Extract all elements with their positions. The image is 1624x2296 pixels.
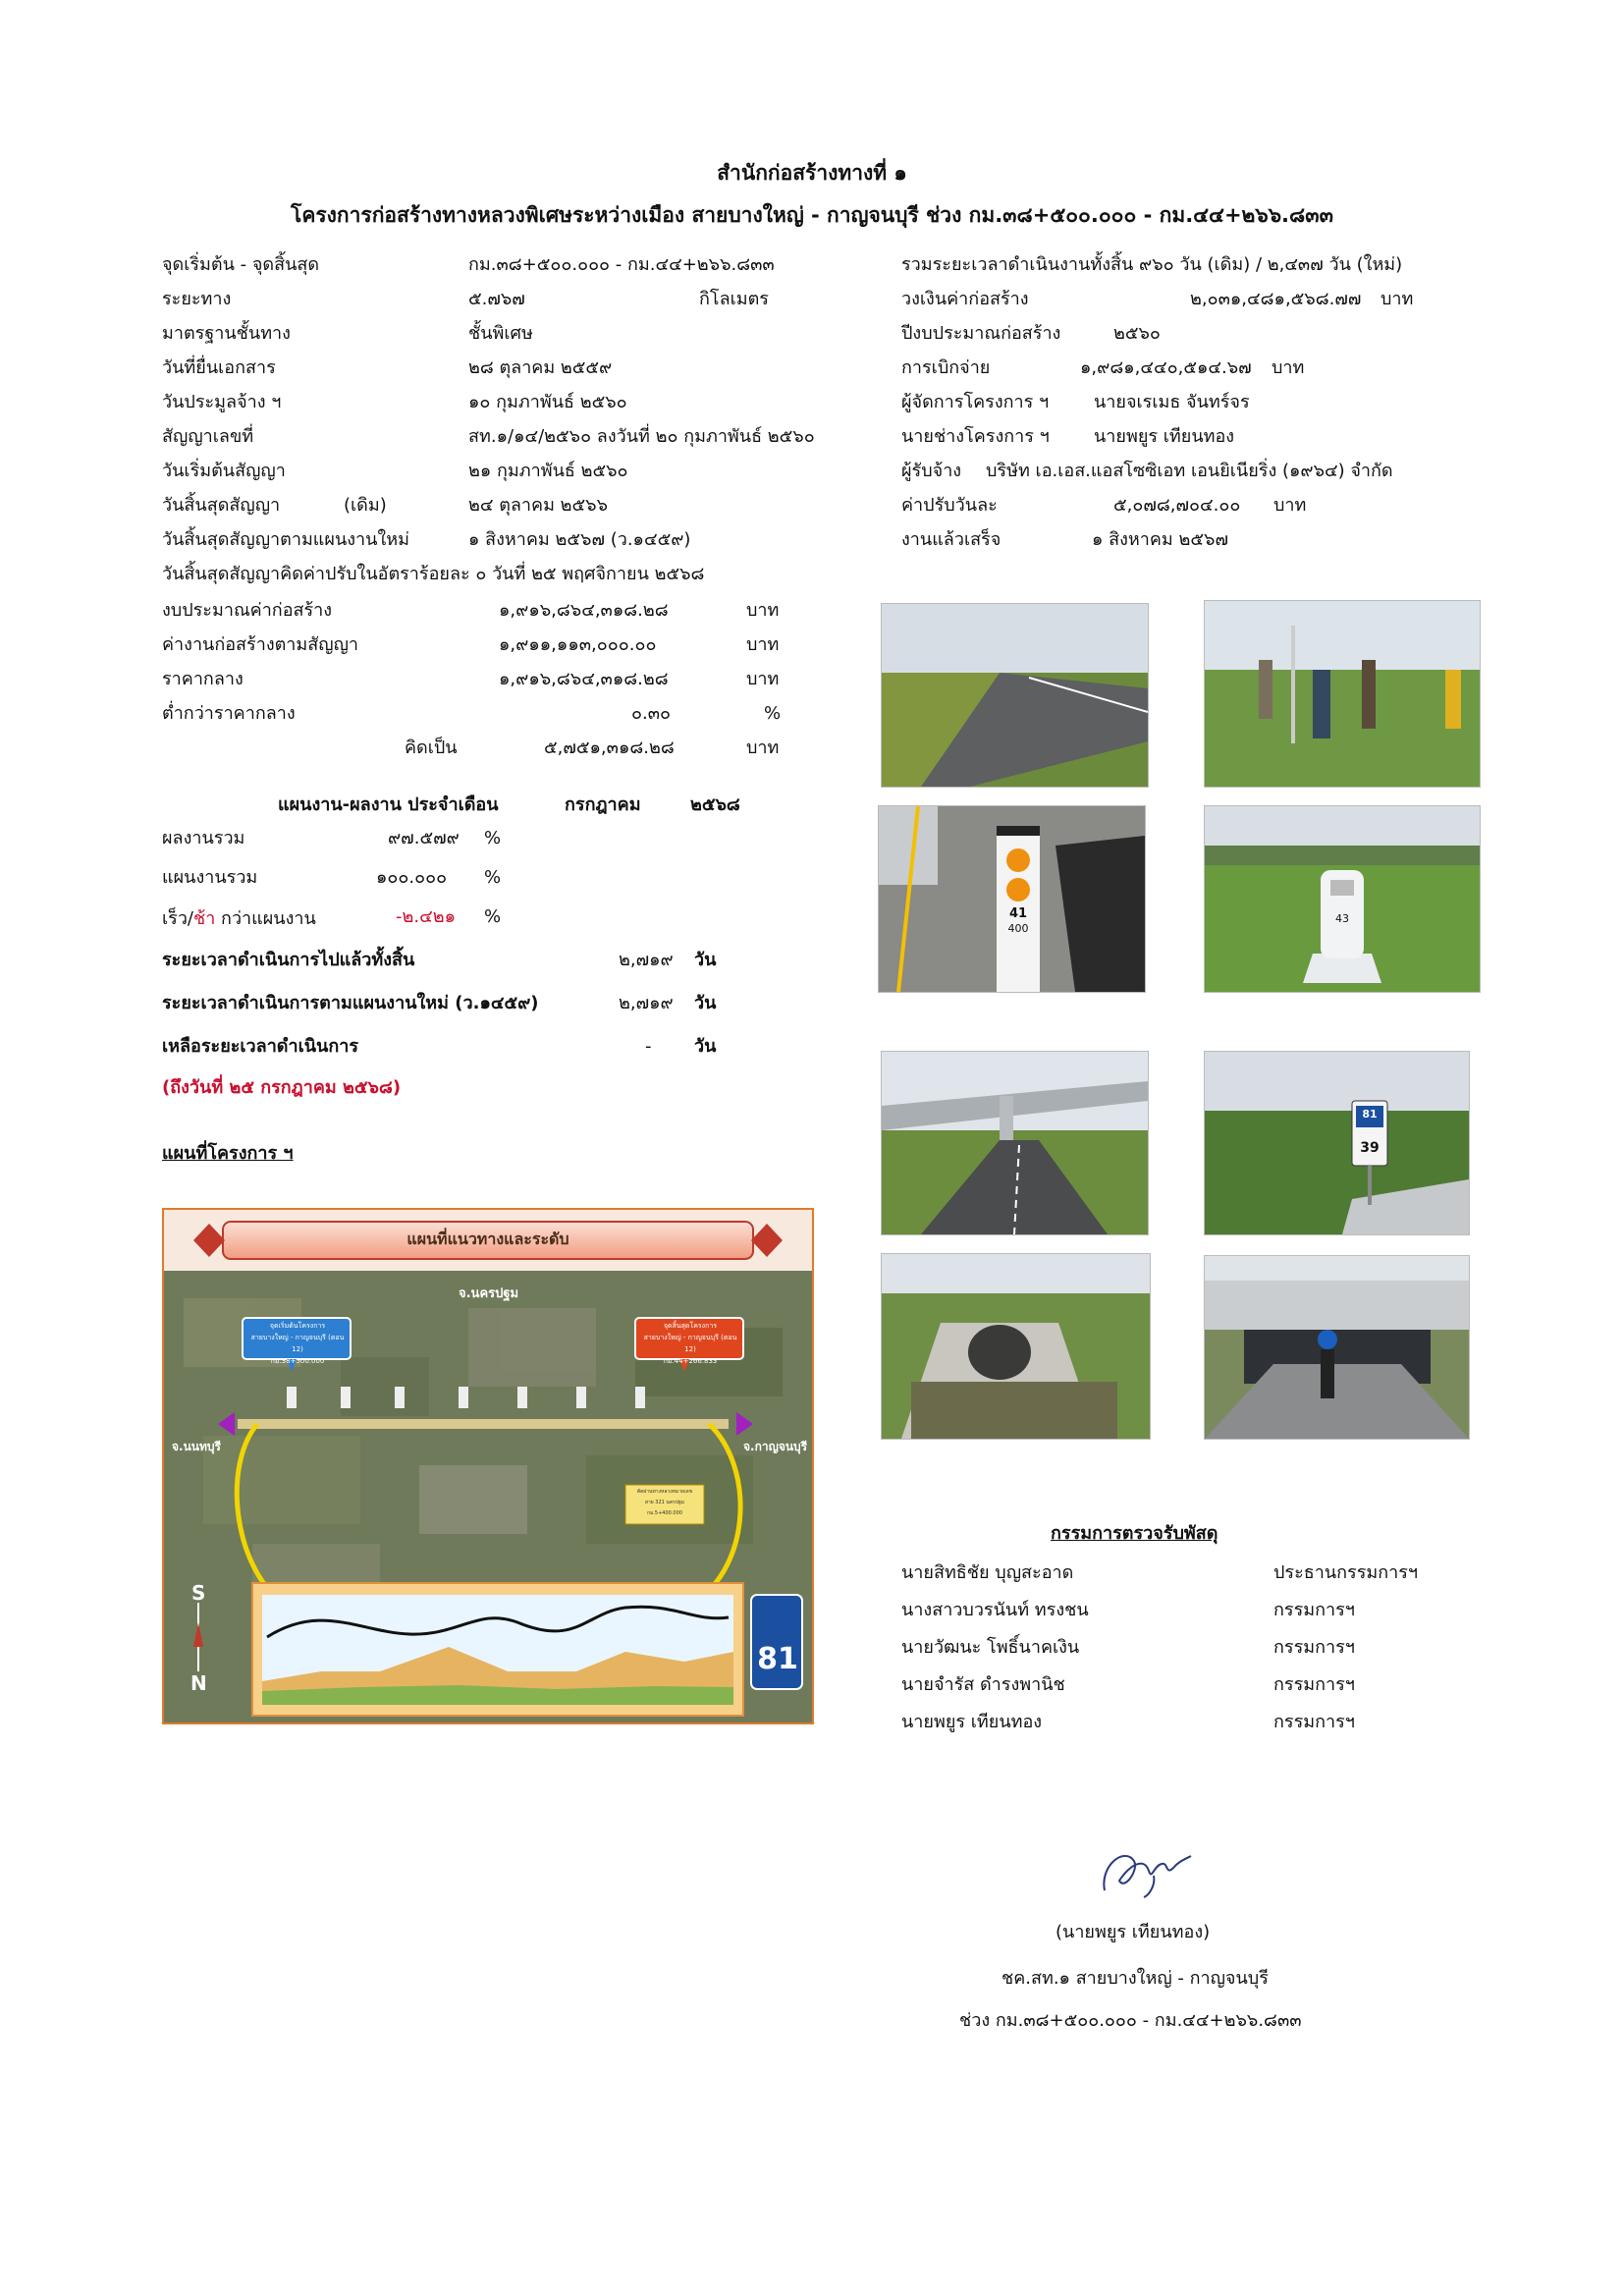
duration-label: ระยะเวลาดำเนินการไปแล้วทั้งสิ้น	[162, 950, 415, 970]
budget-value: ๑,๙๑๖,๘๖๔,๓๑๘.๒๘	[499, 600, 669, 621]
mid-box-line: ตัดผ่านทางหลวงหมายเลข	[636, 1489, 693, 1495]
progress-unit: %	[484, 867, 502, 888]
duration-value: -	[645, 1036, 652, 1057]
signer-name: (นายพยูร เทียนทอง)	[1056, 1922, 1211, 1942]
photo-graphic	[882, 604, 1148, 787]
duration-value: ๒,๗๑๙	[619, 993, 674, 1013]
info-value: ๑ สิงหาคม ๒๕๖๗ (ว.๑๔๕๙)	[468, 529, 691, 550]
info-value: นายจเรเมธ จันทร์จร	[1094, 392, 1250, 412]
compass-s: S	[191, 1581, 206, 1605]
end-box-line: สายบางใหญ่ - กาญจนบุรี (ตอน 12)	[643, 1334, 737, 1353]
info-label: จุดเริ่มต้น - จุดสิ้นสุด	[162, 254, 320, 275]
committee-member-name: นายพยูร เทียนทอง	[901, 1712, 1043, 1732]
start-box-line: สายบางใหญ่ - กาญจนบุรี (ตอน 12)	[250, 1334, 345, 1353]
info-label: ปีงบประมาณก่อสร้าง	[901, 323, 1061, 344]
progress-year: ๒๕๖๘	[690, 794, 740, 815]
budget-label: ค่างานก่อสร้างตามสัญญา	[162, 634, 359, 655]
site-photo-workers	[1204, 600, 1481, 788]
info-unit: บาท	[1272, 357, 1305, 378]
map-heading: แผนที่โครงการ ฯ	[162, 1143, 294, 1164]
info-value: ๕.๗๖๗	[468, 289, 525, 309]
budget-value: ๑,๙๑๑,๑๑๓,๐๐๐.๐๐	[499, 634, 657, 655]
budget-value: ๕,๗๕๑,๓๑๘.๒๘	[544, 738, 675, 758]
info-label: สัญญาเลขที่	[162, 426, 254, 447]
info-value: ๒๕๖๐	[1113, 323, 1161, 344]
info-value: ๑๐ กุมภาพันธ์ ๒๕๖๐	[468, 392, 627, 412]
photo-graphic	[879, 806, 1145, 992]
info-value: บริษัท เอ.เอส.แอสโซซิเอท เอนยิเนียริ่ง (๑๙๖๔) จำกัด	[986, 461, 1393, 481]
photo-graphic	[1205, 1256, 1469, 1439]
map-banner-title: แผนที่แนวทางและระดับ	[406, 1230, 569, 1248]
start-box-line: จุดเริ่มต้นโครงการ	[269, 1322, 326, 1330]
info-value: กม.๓๘+๕๐๐.๐๐๐ - กม.๔๔+๒๖๖.๘๓๓	[468, 254, 775, 275]
info-unit: บาท	[1273, 495, 1307, 516]
committee-member-name: นายจำรัส ดำรงพานิช	[901, 1674, 1065, 1695]
duration-label: เหลือระยะเวลาดำเนินการ	[162, 1036, 359, 1057]
map-mid-box	[627, 1487, 702, 1519]
label-fast: เร็ว/	[162, 908, 193, 929]
map-left-city: จ.นนทบุรี	[172, 1440, 221, 1453]
mid-box-line: กม.5+400.000	[647, 1510, 682, 1516]
site-photo-overpass	[881, 1051, 1149, 1235]
info-note: (เดิม)	[344, 495, 387, 516]
site-photo-underpass	[1204, 1255, 1470, 1440]
signature-mark	[1095, 1836, 1203, 1905]
post-km-label: 41	[1008, 906, 1028, 921]
info-value: ๑,๙๘๑,๔๔๐,๕๑๔.๖๗	[1080, 357, 1252, 378]
info-value: ๒,๐๓๑,๔๘๑,๕๖๘.๗๗	[1190, 289, 1362, 309]
signer-position: ชค.สท.๑ สายบางใหญ่ - กาญจนบุรี	[1001, 1968, 1269, 1989]
info-value: นายพยูร เทียนทอง	[1094, 426, 1235, 447]
photo-graphic	[1205, 806, 1480, 992]
sign-route-label: 81	[1362, 1108, 1378, 1121]
budget-unit: บาท	[746, 600, 780, 621]
route-shield-number: 81	[757, 1642, 798, 1676]
info-value: ๒๑ กุมภาพันธ์ ๒๕๖๐	[468, 461, 628, 481]
info-label: วงเงินค่าก่อสร้าง	[901, 289, 1029, 309]
info-label: รวมระยะเวลาดำเนินงานทั้งสิ้น ๙๖๐ วัน (เดิม) / ๒,๔๓๗ วัน (ใหม่)	[901, 254, 1403, 275]
info-label: ระยะทาง	[162, 289, 232, 309]
budget-unit: บาท	[746, 669, 780, 689]
progress-label: ผลงานรวม	[162, 828, 245, 848]
budget-value: ๑,๙๑๖,๘๖๔,๓๑๘.๒๘	[499, 669, 669, 689]
duration-label: ระยะเวลาดำเนินการตามแผนงานใหม่ (ว.๑๔๕๙)	[162, 993, 539, 1013]
duration-unit: วัน	[694, 993, 717, 1013]
budget-value: ๐.๓๐	[631, 703, 671, 724]
committee-member-name: นางสาวบวรนันท์ ทรงชน	[901, 1600, 1089, 1620]
post-sub-label: 400	[1007, 922, 1029, 935]
photo-graphic	[882, 1254, 1150, 1439]
progress-title: แผนงาน-ผลงาน ประจำเดือน	[278, 794, 499, 815]
committee-member-role: กรรมการฯ	[1273, 1674, 1355, 1695]
site-photo-km-post	[878, 805, 1146, 993]
info-label: ค่าปรับวันละ	[901, 495, 998, 516]
progress-value: -๒.๔๒๑	[396, 906, 456, 927]
info-label: ผู้รับจ้าง	[901, 461, 962, 481]
mid-box-line: สาย 321 นครปฐม	[644, 1500, 685, 1505]
progress-value: ๙๗.๕๗๙	[388, 828, 460, 848]
photo-graphic	[882, 1052, 1148, 1234]
site-photo-road-1	[881, 603, 1149, 788]
info-unit: กิโลเมตร	[699, 289, 769, 309]
map-start-box	[246, 1320, 349, 1367]
info-value: ๑ สิงหาคม ๒๕๖๗	[1092, 529, 1228, 550]
committee-member-role: กรรมการฯ	[1273, 1637, 1355, 1658]
budget-label: ราคากลาง	[162, 669, 244, 689]
signer-range: ช่วง กม.๓๘+๕๐๐.๐๐๐ - กม.๔๔+๒๖๖.๘๓๓	[959, 2010, 1302, 2031]
photo-graphic	[1205, 601, 1480, 787]
info-value: ๕,๐๗๘,๗๐๔.๐๐	[1113, 495, 1241, 516]
budget-unit: บาท	[746, 738, 780, 758]
end-box-line: กม.44+266.833	[663, 1357, 718, 1365]
duration-unit: วัน	[694, 950, 717, 970]
map-right-city: จ.กาญจนบุรี	[743, 1440, 808, 1453]
committee-title: กรรมการตรวจรับพัสดุ	[1051, 1523, 1218, 1544]
progress-label: แผนงานรวม	[162, 867, 258, 888]
committee-member-role: กรรมการฯ	[1273, 1712, 1355, 1732]
site-photo-marker	[1204, 805, 1481, 993]
marker-km-label: 43	[1335, 912, 1349, 925]
project-map	[162, 1208, 814, 1724]
info-label: วันที่ยื่นเอกสาร	[162, 357, 276, 378]
info-label: วันประมูลจ้าง ฯ	[162, 392, 282, 412]
progress-unit: %	[484, 828, 502, 848]
site-photo-culvert	[881, 1253, 1151, 1440]
progress-label	[162, 907, 316, 931]
info-value: ๒๔ ตุลาคม ๒๕๖๖	[468, 495, 609, 516]
duration-unit: วัน	[694, 1036, 717, 1057]
info-unit: บาท	[1380, 289, 1414, 309]
end-box-line: จุดสิ้นสุดโครงการ	[663, 1322, 718, 1330]
committee-member-role: ประธานกรรมการฯ	[1273, 1562, 1419, 1583]
info-label: วันสิ้นสุดสัญญาตามแผนงานใหม่	[162, 529, 409, 550]
info-label: วันเริ่มต้นสัญญา	[162, 461, 286, 481]
budget-unit: บาท	[746, 634, 780, 655]
sign-km-label: 39	[1360, 1140, 1380, 1156]
start-box-line: กม.38+500.000	[270, 1357, 325, 1365]
progress-month: กรกฎาคม	[565, 794, 641, 815]
budget-label: คิดเป็น	[405, 738, 458, 758]
project-title: โครงการก่อสร้างทางหลวงพิเศษระหว่างเมือง สายบางใหญ่ - กาญจนบุรี ช่วง กม.๓๘+๕๐๐.๐๐๐ - กม.๔๔+๒๖๖.๘๓๓	[291, 203, 1333, 227]
committee-member-name: นายสิทธิชัย บุญสะอาด	[901, 1562, 1074, 1583]
label-slow: ช้า	[193, 908, 216, 929]
info-value: ๒๘ ตุลาคม ๒๕๕๙	[468, 357, 613, 378]
info-label: วันสิ้นสุดสัญญา	[162, 495, 281, 516]
office-title: สำนักก่อสร้างทางที่ ๑	[717, 161, 907, 185]
site-photo-route-sign	[1204, 1051, 1470, 1235]
progress-unit: %	[484, 906, 502, 927]
budget-unit: %	[764, 703, 782, 724]
duration-value: ๒,๗๑๙	[619, 950, 674, 970]
map-place-top: จ.นครปฐม	[459, 1286, 519, 1301]
as-of-date: (ถึงวันที่ ๒๕ กรกฎาคม ๒๕๖๘)	[162, 1077, 402, 1098]
info-label: มาตรฐานชั้นทาง	[162, 323, 291, 344]
info-value: ชั้นพิเศษ	[468, 323, 533, 344]
map-end-box	[639, 1320, 741, 1367]
info-value: สท.๑/๑๔/๒๕๖๐ ลงวันที่ ๒๐ กุมภาพันธ์ ๒๕๖๐	[468, 426, 815, 447]
penalty-line: วันสิ้นสุดสัญญาคิดค่าปรับในอัตราร้อยละ ๐ วันที่ ๒๕ พฤศจิกายน ๒๕๖๘	[162, 564, 705, 584]
label-rest: กว่าแผนงาน	[215, 908, 316, 929]
budget-label: งบประมาณค่าก่อสร้าง	[162, 600, 333, 621]
info-label: การเบิกจ่าย	[901, 357, 991, 378]
committee-member-role: กรรมการฯ	[1273, 1600, 1355, 1620]
compass-n: N	[190, 1671, 207, 1695]
photo-graphic	[1205, 1052, 1469, 1234]
info-label: งานแล้วเสร็จ	[901, 529, 1001, 550]
info-label: ผู้จัดการโครงการ ฯ	[901, 392, 1050, 412]
budget-label: ต่ำกว่าราคากลาง	[162, 703, 296, 724]
committee-member-name: นายวัฒนะ โพธิ์นาคเงิน	[901, 1637, 1080, 1658]
progress-value: ๑๐๐.๐๐๐	[376, 867, 448, 888]
info-label: นายช่างโครงการ ฯ	[901, 426, 1050, 447]
